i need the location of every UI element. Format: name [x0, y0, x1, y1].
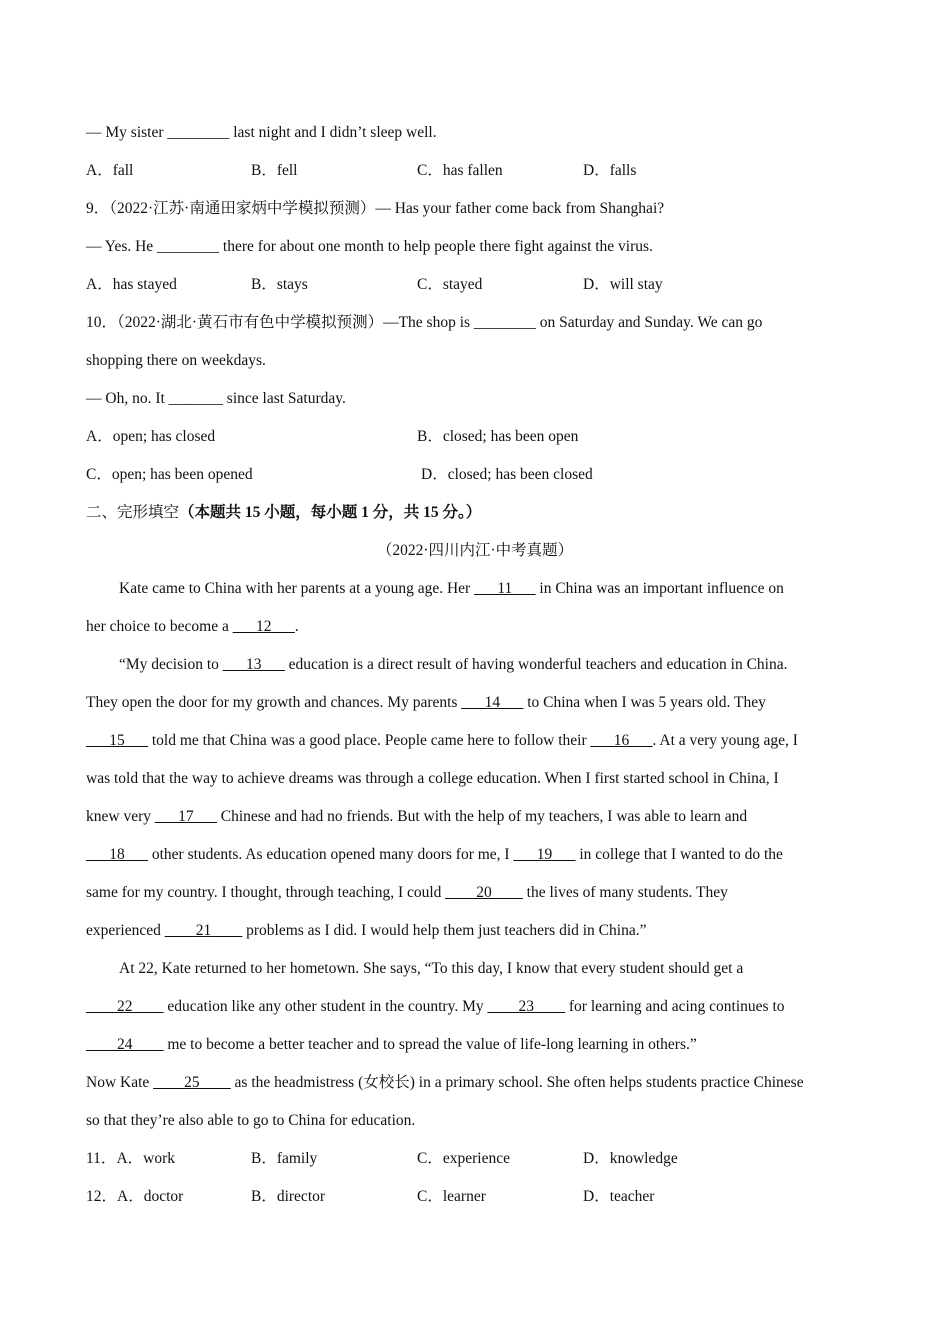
q9-stem: 9．（2022·江苏·南通田家炳中学模拟预测）— Has your father come back from Shanghai? — [86, 200, 665, 217]
text-run: problems as I did. I would help them just teachers did in China.” — [242, 922, 647, 939]
blank-24[interactable]: ____24____ — [86, 1036, 164, 1053]
passage-p1-line2 — [86, 617, 299, 637]
q11-number: 11． — [86, 1150, 117, 1167]
passage-p3-line2 — [86, 997, 785, 1017]
text-run: in China was an important influence on — [535, 580, 784, 597]
blank-22[interactable]: ____22____ — [86, 998, 164, 1015]
blank-23[interactable]: ____23____ — [487, 998, 565, 1015]
blank-19[interactable]: ___19___ — [513, 846, 576, 863]
blank-14[interactable]: ___14___ — [461, 694, 524, 711]
blank-15[interactable]: ___15___ — [86, 732, 148, 749]
q8-option-b[interactable]: B．fell — [251, 162, 298, 179]
blank-17[interactable]: ___17___ — [154, 808, 217, 825]
blank-12[interactable]: ___12___ — [232, 618, 295, 635]
passage-p2-line3 — [86, 731, 798, 751]
text-run: Kate came to China with her parents at a young age. Her — [119, 580, 475, 597]
blank-16[interactable]: ___16___ — [590, 732, 653, 749]
blank-20[interactable]: ____20____ — [445, 884, 523, 901]
q9-option-d[interactable]: D．will stay — [583, 276, 663, 293]
q10-option-a[interactable]: A．open; has closed — [86, 428, 216, 445]
passage-p2-line8 — [86, 921, 646, 941]
text-run: for learning and acing continues to — [565, 998, 785, 1015]
passage-p1-line1 — [119, 579, 784, 599]
q8-option-a[interactable]: A．fall — [86, 162, 134, 179]
passage-p2-line5 — [86, 807, 747, 827]
passage-source: （2022·四川内江·中考真题） — [376, 542, 574, 559]
text-run: as the headmistress (女校长) in a primary school. She often helps students practice Chinese — [230, 1074, 804, 1091]
passage-p4-line2: so that they’re also able to go to China for education. — [86, 1112, 416, 1129]
passage-p2-line1 — [119, 655, 787, 675]
text-run: Now Kate — [86, 1074, 154, 1091]
q11-option-b[interactable]: B．family — [251, 1150, 318, 1167]
q9-answer-line: — Yes. He ________ there for about one month to help people there fight against the virus. — [86, 238, 653, 255]
text-run: her choice to become a — [86, 618, 233, 635]
q10-option-b[interactable]: B．closed; has been open — [417, 428, 579, 445]
section2-note: （本题共 15 小题，每小题 1 分，共 15 分。） — [179, 504, 482, 521]
blank-11[interactable]: ___11___ — [474, 580, 536, 597]
q11-option-a[interactable]: A．work — [116, 1150, 175, 1167]
text-run: the lives of many students. They — [522, 884, 728, 901]
text-run: told me that China was a good place. People came here to follow their — [148, 732, 591, 749]
q10-answer-line: — Oh, no. It _______ since last Saturday. — [86, 390, 346, 407]
passage-p2-line4: was told that the way to achieve dreams was through a college education. When I first started school in China, I — [86, 770, 779, 787]
q9-option-b[interactable]: B．stays — [251, 276, 308, 293]
q12-option-a[interactable]: A．doctor — [117, 1188, 184, 1205]
q12-option-b[interactable]: B．director — [251, 1188, 326, 1205]
passage-p3-line1: At 22, Kate returned to her hometown. She says, “To this day, I know that every student should get a — [119, 960, 744, 977]
passage-p2-line2 — [86, 693, 766, 713]
q12-option-d[interactable]: D．teacher — [583, 1188, 655, 1205]
blank-25[interactable]: ____25____ — [153, 1074, 231, 1091]
passage-p4-line1 — [86, 1073, 804, 1093]
q8-answer-line: — My sister ________ last night and I didn’t sleep well. — [86, 124, 437, 141]
text-run: They open the door for my growth and chances. My parents — [86, 694, 462, 711]
passage-p2-line7 — [86, 883, 728, 903]
q10-option-d[interactable]: D．closed; has been closed — [421, 466, 593, 483]
blank-13[interactable]: ___13___ — [222, 656, 285, 673]
text-run: in college that I wanted to do the — [575, 846, 783, 863]
text-run: education like any other student in the country. My — [163, 998, 488, 1015]
text-run: knew very — [86, 808, 155, 825]
text-run: Chinese and had no friends. But with the help of my teachers, I was able to learn and — [216, 808, 748, 825]
passage-p2-line6 — [86, 845, 783, 865]
q11-option-d[interactable]: D．knowledge — [583, 1150, 678, 1167]
q10-stem-line2: shopping there on weekdays. — [86, 352, 266, 369]
text-run: to China when I was 5 years old. They — [523, 694, 766, 711]
q11-row — [86, 1149, 175, 1169]
text-run: . At a very young age, I — [652, 732, 798, 749]
section2-heading — [86, 503, 481, 523]
q12-number: 12． — [86, 1188, 118, 1205]
passage-p3-line3 — [86, 1035, 697, 1055]
text-run: other students. As education opened many doors for me, I — [148, 846, 514, 863]
text-run: “My decision to — [119, 656, 223, 673]
q8-option-c[interactable]: C．has fallen — [417, 162, 503, 179]
blank-21[interactable]: ____21____ — [164, 922, 243, 939]
q10-option-c[interactable]: C．open; has been opened — [86, 466, 253, 483]
q10-stem-line1: 10．（2022·湖北·黄石市有色中学模拟预测）—The shop is ________ on Saturday and Sunday. We can go — [86, 314, 763, 331]
text-run: same for my country. I thought, through teaching, I could — [86, 884, 446, 901]
q12-row — [86, 1187, 183, 1207]
text-run: me to become a better teacher and to spread the value of life-long learning in others.” — [163, 1036, 697, 1053]
text-run: . — [294, 618, 299, 635]
text-run: education is a direct result of having wonderful teachers and education in China. — [284, 656, 788, 673]
text-run: experienced — [86, 922, 165, 939]
q12-option-c[interactable]: C．learner — [417, 1188, 486, 1205]
section2-title: 二、完形填空 — [86, 504, 180, 521]
q8-option-d[interactable]: D．falls — [583, 162, 637, 179]
q9-option-c[interactable]: C．stayed — [417, 276, 483, 293]
q11-option-c[interactable]: C．experience — [417, 1150, 510, 1167]
q9-option-a[interactable]: A．has stayed — [86, 276, 177, 293]
blank-18[interactable]: ___18___ — [86, 846, 148, 863]
